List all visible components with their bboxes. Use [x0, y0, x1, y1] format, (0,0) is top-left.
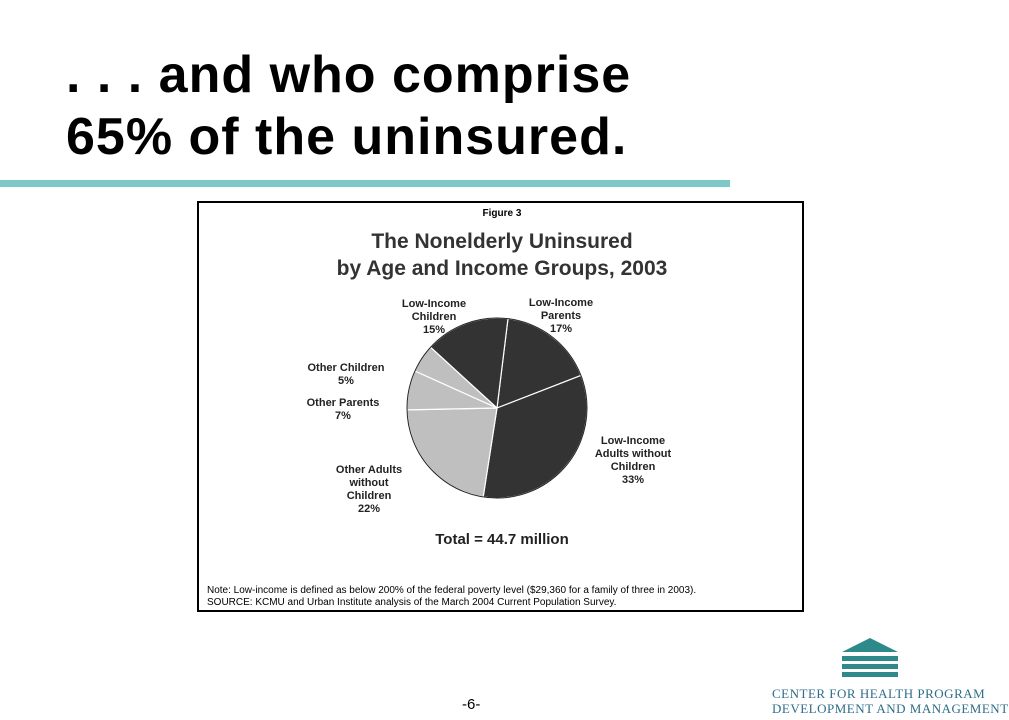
pie-label-other-children: Other Children 5%	[307, 362, 385, 387]
pie-label-low-income-children: Low-Income Children 15%	[401, 298, 467, 336]
slide-title-line-1: . . . and who comprise	[66, 46, 632, 104]
slide-title-line-2: 65% of the uninsured.	[66, 108, 628, 166]
pie-label-low-income-adults-without-children: Low-Income Adults without Children 33%	[594, 435, 672, 486]
figure-notes	[207, 585, 696, 609]
pie-slices	[407, 318, 587, 498]
chart-subtitle: by Age and Income Groups, 2003	[336, 257, 668, 280]
page-number: -6-	[462, 696, 481, 713]
logo-line-2: DEVELOPMENT AND MANAGEMENT	[772, 701, 1009, 716]
title-underline	[0, 180, 730, 187]
logo-line-1: CENTER FOR HEALTH PROGRAM	[772, 686, 986, 701]
figure-source: SOURCE: KCMU and Urban Institute analysis of the March 2004 Current Population Survey.	[207, 597, 617, 608]
pie-slice-other-adults-without-children	[407, 408, 497, 497]
chart-title: The Nonelderly Uninsured	[371, 230, 633, 253]
organization-logo	[766, 630, 1009, 720]
pie-label-low-income-parents: Low-Income Parents 17%	[528, 297, 594, 335]
figure-label: Figure 3	[482, 208, 522, 219]
figure-note: Note: Low-income is defined as below 200% of the federal poverty level ($29,360 for a family of three in 2003).	[207, 585, 697, 596]
pie-chart-figure	[197, 201, 804, 612]
slide-title	[66, 44, 631, 168]
building-icon	[838, 636, 902, 680]
chart-total: Total = 44.7 million	[435, 531, 569, 548]
logo-text	[772, 686, 1009, 716]
pie-label-other-parents: Other Parents 7%	[306, 397, 380, 422]
pie-label-other-adults-without-children: Other Adults without Children 22%	[335, 464, 403, 515]
pie-chart	[199, 203, 802, 610]
